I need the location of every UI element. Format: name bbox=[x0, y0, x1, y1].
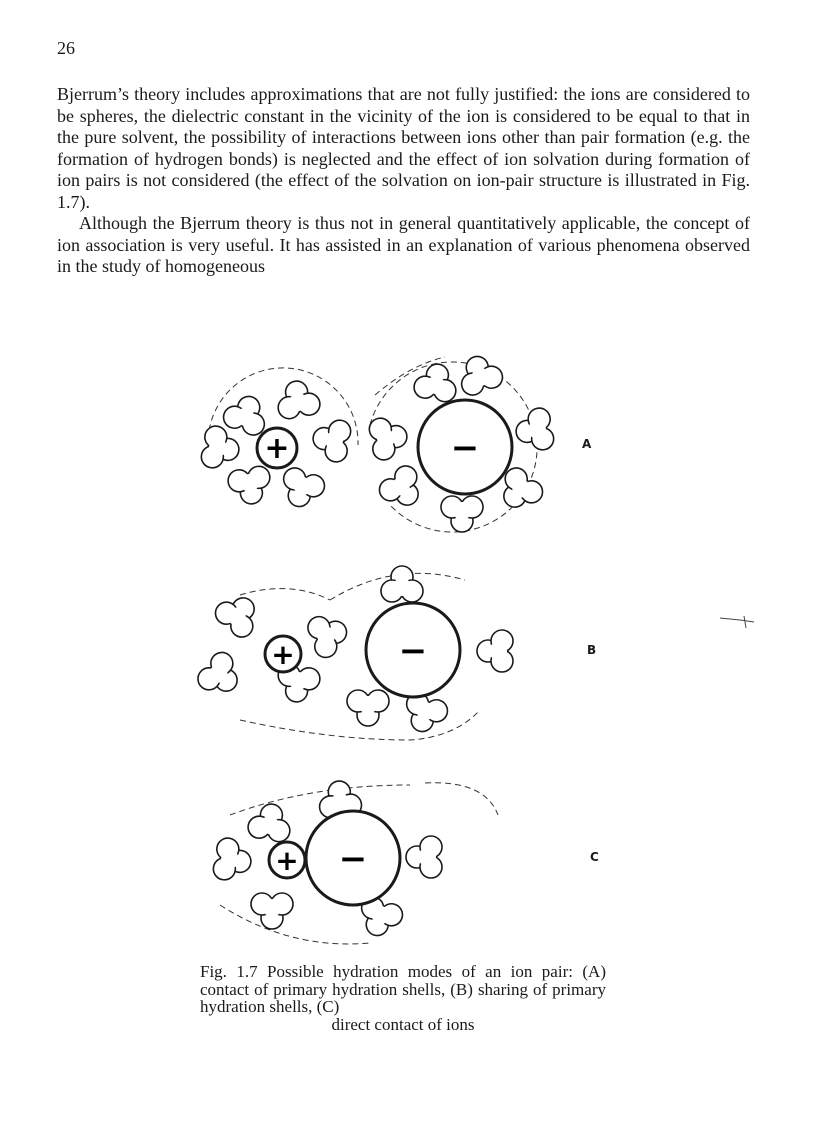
figure-1-7 bbox=[180, 345, 620, 945]
panel-b-anion-sign: − bbox=[398, 631, 428, 671]
panel-b-water-molecules bbox=[193, 566, 513, 738]
panel-label-c: C bbox=[590, 850, 599, 864]
panel-c-anion-sign: − bbox=[338, 839, 368, 879]
panel-a-cation-sign: + bbox=[264, 431, 290, 466]
panel-label-b: B bbox=[587, 643, 597, 657]
panel-a-diagram bbox=[200, 350, 556, 532]
panel-c-cation-sign: + bbox=[275, 844, 299, 877]
panel-b-outer-shell bbox=[240, 589, 330, 600]
panel-c-diagram bbox=[212, 779, 498, 944]
panel-b-cation-sign: + bbox=[271, 638, 295, 671]
page-number: 26 bbox=[57, 38, 75, 58]
figure-caption bbox=[200, 963, 606, 1033]
caption-last-line: direct contact of ions bbox=[331, 1014, 475, 1034]
panel-b-diagram bbox=[193, 566, 513, 740]
panel-a-anion-sign: − bbox=[450, 428, 480, 468]
margin-mark bbox=[718, 610, 758, 630]
panel-label-a: A bbox=[582, 437, 592, 451]
hydration-diagram bbox=[180, 345, 620, 945]
paragraph-1: Bjerrum’s theory includes approximations that are not fully justified: the ions are considered to be spheres, the dielectric constant in the vicinity of the ion is considered to be equal to that in the pure solvent, the possibility of interactions between ions other than pair formation (e.g. the formation of hydrogen bonds) is neglected and the effect of ion solvation during formation of ion pairs is not considered (the effect of the solvation on ion-pair structure is illustrated in Fig. 1.7). bbox=[57, 84, 750, 212]
body-text bbox=[57, 84, 750, 278]
caption-text: Fig. 1.7 Possible hydration modes of an ion pair: (A) contact of primary hydration shells, (B) sharing of primary hydration shells, (C) bbox=[200, 962, 606, 1016]
paragraph-2: Although the Bjerrum theory is thus not in general quantitatively applicable, the concept of ion association is very useful. It has assisted in an explanation of various phenomena observed in the study of homogeneous bbox=[57, 213, 750, 276]
